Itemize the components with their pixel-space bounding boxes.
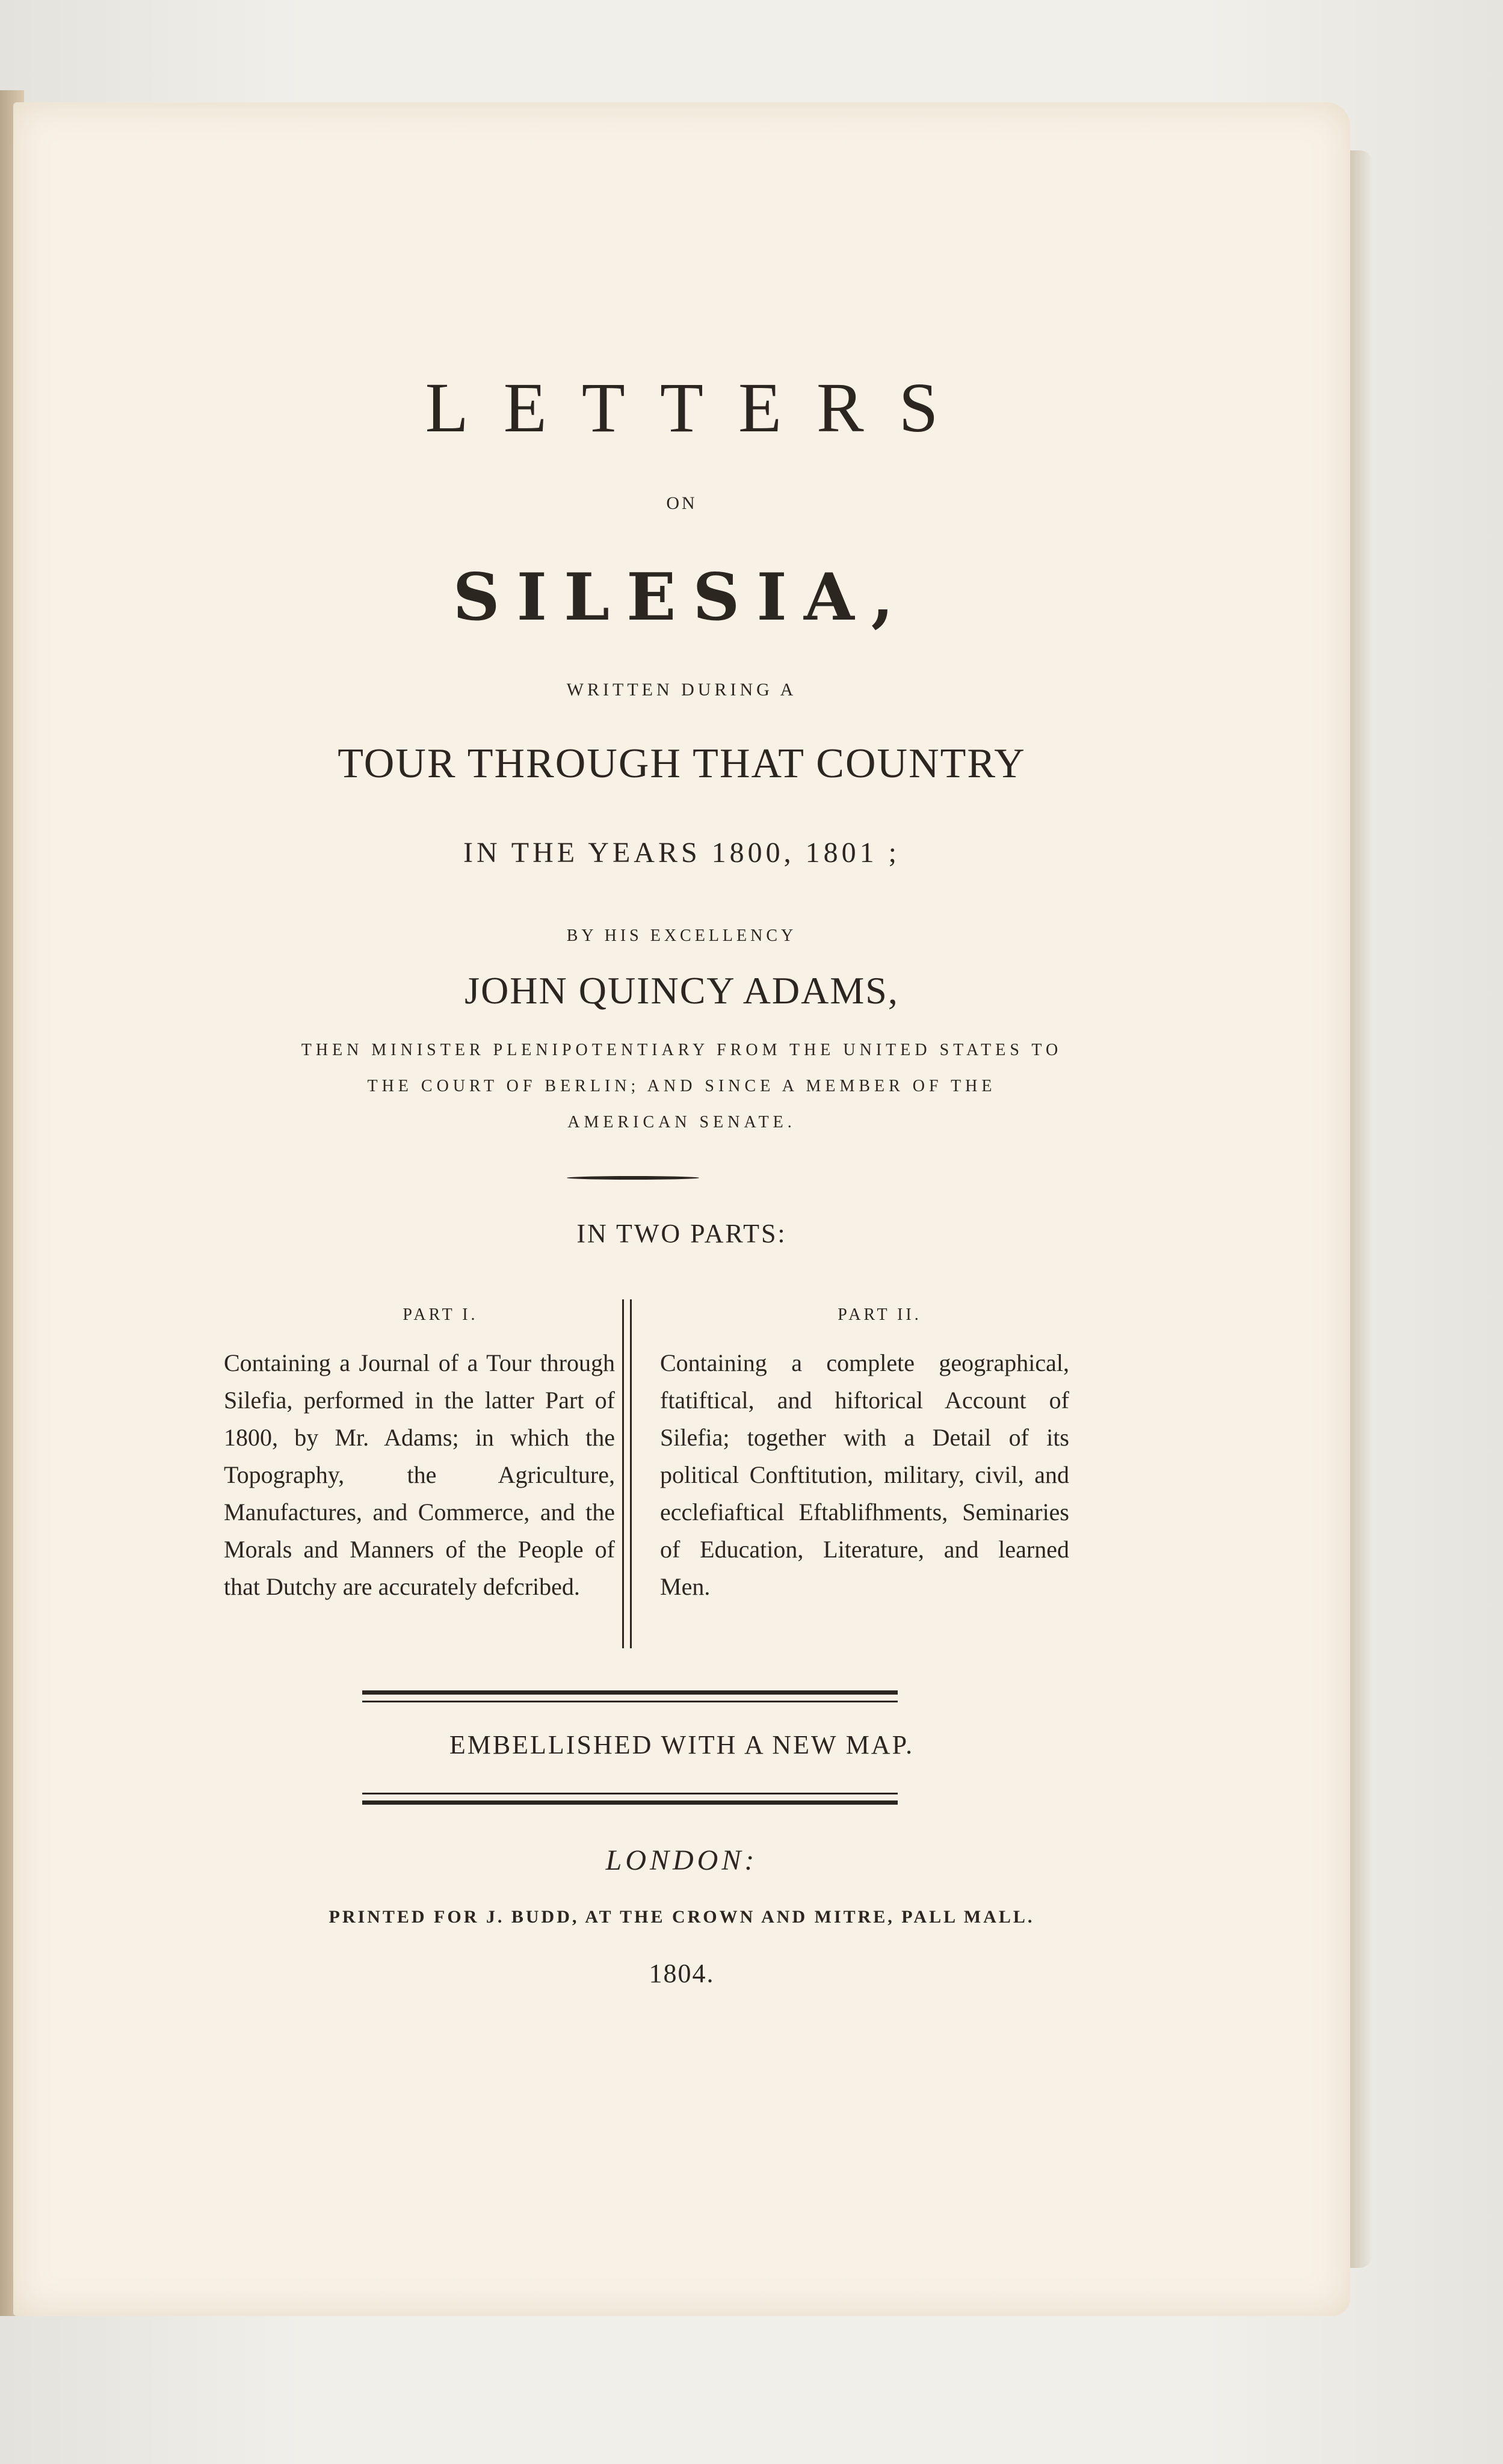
book-subject: SILESIA,	[452, 559, 911, 635]
book-title: LETTERS	[425, 368, 974, 447]
tour-line: TOUR THROUGH THAT COUNTRY	[338, 741, 1026, 787]
part-two-heading: PART II.	[838, 1305, 922, 1324]
double-rule-top	[362, 1690, 898, 1702]
author-name: JOHN QUINCY ADAMS,	[464, 969, 899, 1012]
title-page	[13, 102, 1350, 2316]
written-during-line: WRITTEN DURING A	[566, 680, 797, 700]
embellished-line: EMBELLISHED WITH A NEW MAP.	[449, 1730, 915, 1760]
in-two-parts-heading: IN TWO PARTS:	[576, 1219, 787, 1248]
imprint-place: LONDON:	[605, 1844, 758, 1876]
imprint-printer: PRINTED FOR J. BUDD, AT THE CROWN AND MITRE, PALL MALL.	[329, 1907, 1035, 1927]
part-one-heading: PART I.	[403, 1305, 478, 1324]
ornamental-rule	[567, 1176, 699, 1180]
by-line: BY HIS EXCELLENCY	[566, 926, 797, 945]
author-description-line-3: AMERICAN SENATE.	[567, 1113, 796, 1132]
years-line: IN THE YEARS 1800, 1801 ;	[463, 837, 900, 869]
part-one-text: Containing a Journal of a Tour through Silefia, performed in the latter Part of 1800, by Mr. Adams; in which the Topography, the Agriculture, Manufactures, and Commerce, and the Morals and Manners of the People of that Dutchy are accurately defcribed.	[224, 1349, 615, 1600]
author-description-line-1: THEN MINISTER PLENIPOTENTIARY FROM THE UNITED STATES TO	[301, 1041, 1063, 1059]
column-divider	[622, 1299, 632, 1648]
title-connector: ON	[666, 493, 697, 513]
author-description-line-2: THE COURT OF BERLIN; AND SINCE A MEMBER OF THE	[367, 1077, 996, 1095]
double-rule-bottom	[362, 1793, 898, 1805]
part-two-text: Containing a complete geographical, ftatiftical, and hiftorical Account of Silefia; together with a Detail of its political Conftitution, military, civil, and ecclefiaftical Eftablifhments, Seminaries of Education, Literature, and learned Men.	[660, 1349, 1069, 1600]
imprint-year: 1804.	[649, 1959, 715, 1988]
